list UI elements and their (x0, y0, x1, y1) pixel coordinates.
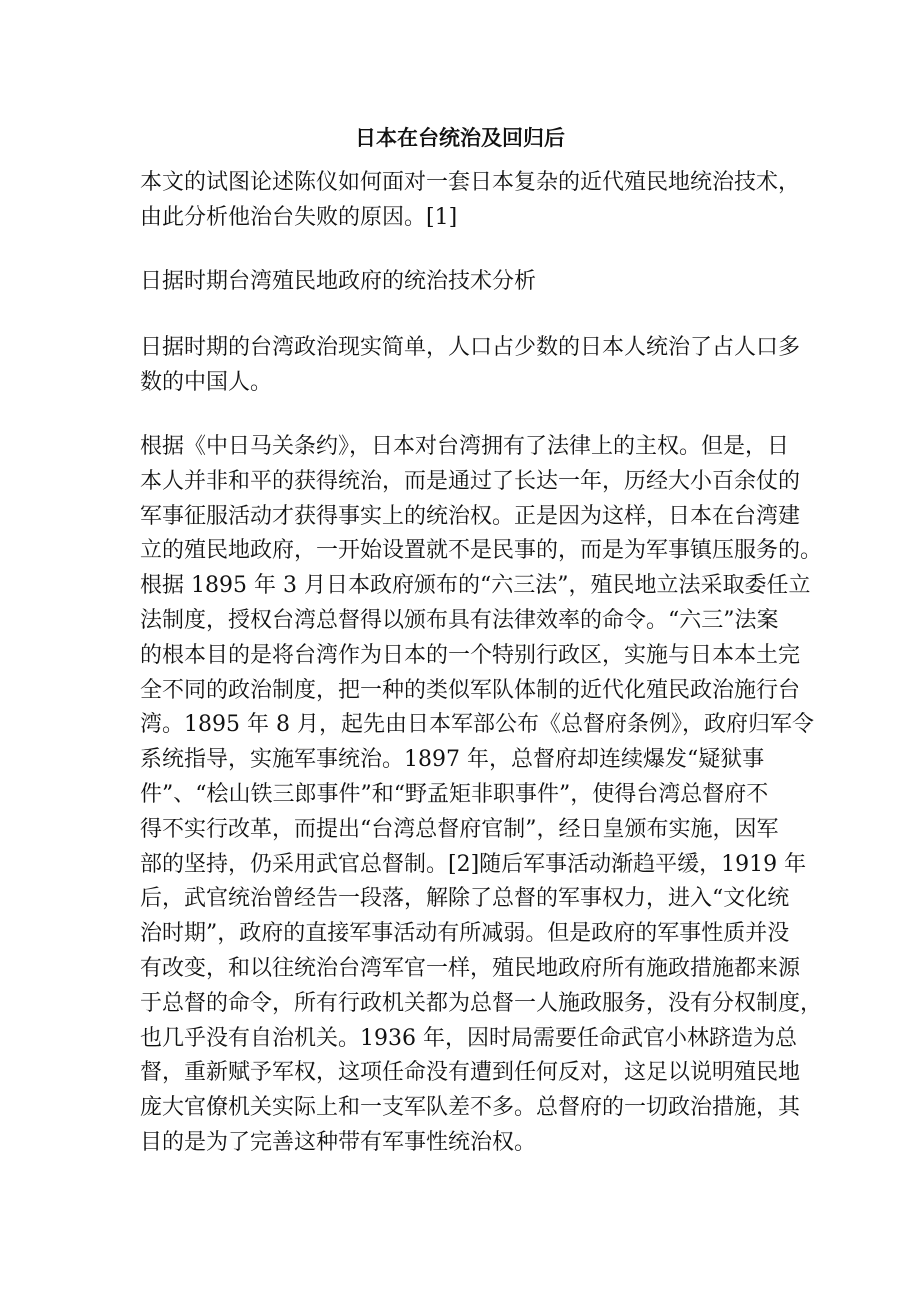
text-line: 本人并非和平的获得统治，而是通过了长达一年，历经大小百余仗的 (140, 468, 801, 494)
text-line: 于总督的命令，所有行政机关都为总督一人施政服务，没有分权制度， (140, 990, 823, 1016)
document-title: 日本在台统治及回归后 (355, 126, 565, 150)
text-line: 根据《中日马关条约》，日本对台湾拥有了法律上的主权。但是，日 (140, 434, 790, 459)
text-line: 由此分析他治台失败的原因。[1] (140, 204, 458, 230)
section-heading-block (140, 265, 800, 300)
text-line: 军事征服活动才获得事实上的统治权。正是因为这样，日本在台湾建 (140, 503, 801, 529)
text-line: 日据时期的台湾政治现实简单，人口占少数的日本人统治了占人口多 (140, 335, 801, 360)
text-line: 系统指导，实施军事统治。1897 年，总督府却连续爆发“疑狱事 (140, 747, 765, 773)
paragraph-1 (140, 331, 800, 401)
text-line: 立的殖民地政府，一开始设置就不是民事的，而是为军事镇压服务的。 (140, 538, 823, 564)
text-line: 部的坚持，仍采用武官总督制。[2]随后军事活动渐趋平缓，1919 年 (140, 851, 807, 877)
text-line: 庞大官僚机关实际上和一支军队差不多。总督府的一切政治措施，其 (140, 1095, 801, 1121)
text-line: 目的是为了完善这种带有军事性统治权。 (140, 1129, 537, 1155)
text-line: 督，重新赋予军权，这项任命没有遭到任何反对，这足以说明殖民地 (140, 1060, 801, 1086)
text-line: 也几乎没有自治机关。1936 年，因时局需要任命武官小林跻造为总 (140, 1025, 797, 1051)
text-line: 本文的试图论述陈仪如何面对一套日本复杂的近代殖民地统治技术， (140, 170, 801, 195)
text-line: 全不同的政治制度，把一种的类似军队体制的近代化殖民政治施行台 (140, 677, 801, 703)
text-line: 数的中国人。 (140, 369, 273, 395)
text-line: 件”、“桧山铁三郎事件”和“野孟矩非职事件”，使得台湾总督府不 (140, 781, 769, 807)
text-line: 有改变，和以往统治台湾军官一样，殖民地政府所有施政措施都来源 (140, 955, 801, 981)
text-line: 根据 1895 年 3 月日本政府颁布的“六三法”，殖民地立法采取委任立 (140, 573, 811, 599)
text-line: 湾。1895 年 8 月，起先由日本军部公布《总督府条例》，政府归军令 (140, 712, 814, 738)
text-line: 治时期”，政府的直接军事活动有所减弱。但是政府的军事性质并没 (140, 921, 790, 947)
text-line: 得不实行改革，而提出“台湾总督府官制”，经日皇颁布实施，因军 (140, 816, 779, 842)
paragraph-2 (140, 430, 823, 1196)
text-line: 后，武官统治曾经告一段落，解除了总督的军事权力，进入“文化统 (140, 886, 790, 912)
text-line (140, 1161, 800, 1196)
section-heading: 日据时期台湾殖民地政府的统治技术分析 (140, 269, 537, 294)
intro-paragraph (140, 166, 800, 236)
text-line: 的根本目的是将台湾作为日本的一个特别行政区，实施与日本本土完 (140, 642, 801, 668)
text-line: 法制度，授权台湾总督得以颁布具有法律效率的命令。“六三”法案 (140, 607, 779, 633)
